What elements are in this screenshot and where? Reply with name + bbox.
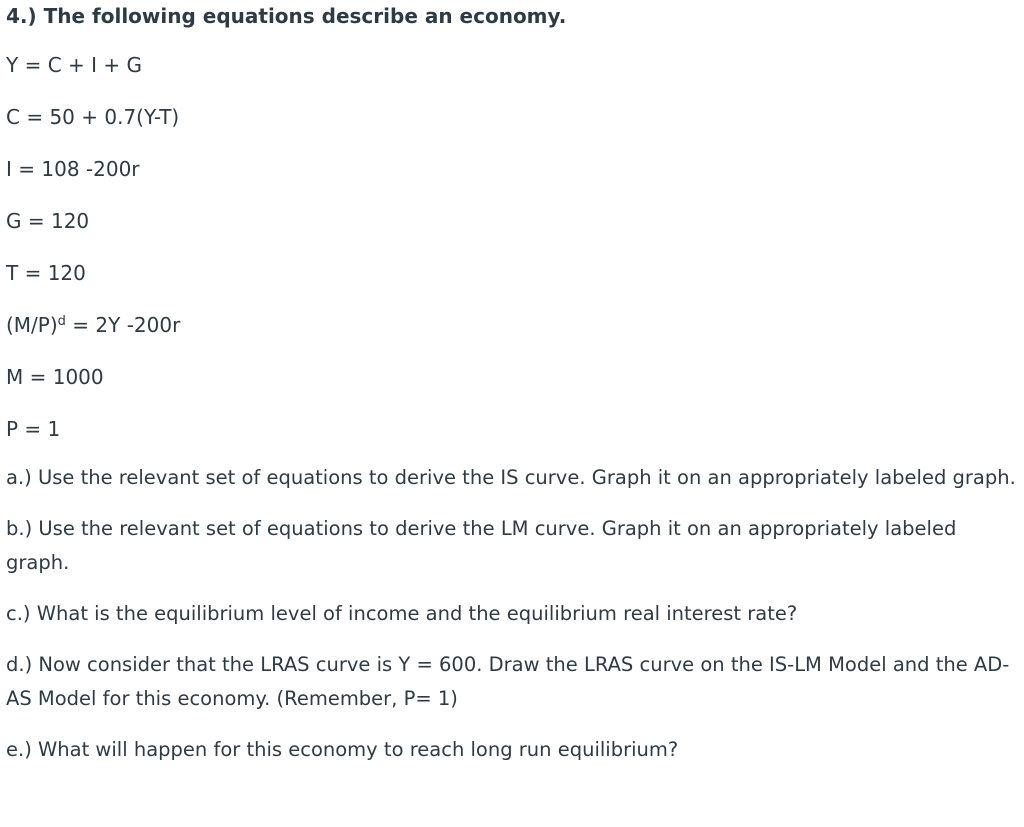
money-demand-prefix: (M/P) [6,313,58,337]
question-d: d.) Now consider that the LRAS curve is Y = 600. Draw the LRAS curve on the IS-LM Model and the AD-AS Model for this economy. (Remember, P= 1) [6,653,1010,710]
money-demand-superscript: d [57,314,66,329]
problem-title: 4.) The following equations describe an economy. [6,4,567,28]
equation-money-demand [6,313,1024,337]
equation-investment: I = 108 -200r [6,157,140,181]
question-b: b.) Use the relevant set of equations to derive the LM curve. Graph it on an appropriately labeled graph. [6,517,957,574]
equation-price-level: P = 1 [6,417,61,441]
money-demand-suffix: = 2Y -200r [65,313,181,337]
equation-taxes: T = 120 [6,261,86,285]
equation-consumption: C = 50 + 0.7(Y-T) [6,105,180,129]
equation-money-supply: M = 1000 [6,365,104,389]
equation-output-identity: Y = C + I + G [6,53,142,77]
question-e: e.) What will happen for this economy to reach long run equilibrium? [6,738,679,761]
question-a: a.) Use the relevant set of equations to derive the IS curve. Graph it on an appropriately labeled graph. [6,466,1016,489]
equation-list [6,53,1024,441]
question-c: c.) What is the equilibrium level of income and the equilibrium real interest rate? [6,602,798,625]
equation-government-spending: G = 120 [6,209,90,233]
